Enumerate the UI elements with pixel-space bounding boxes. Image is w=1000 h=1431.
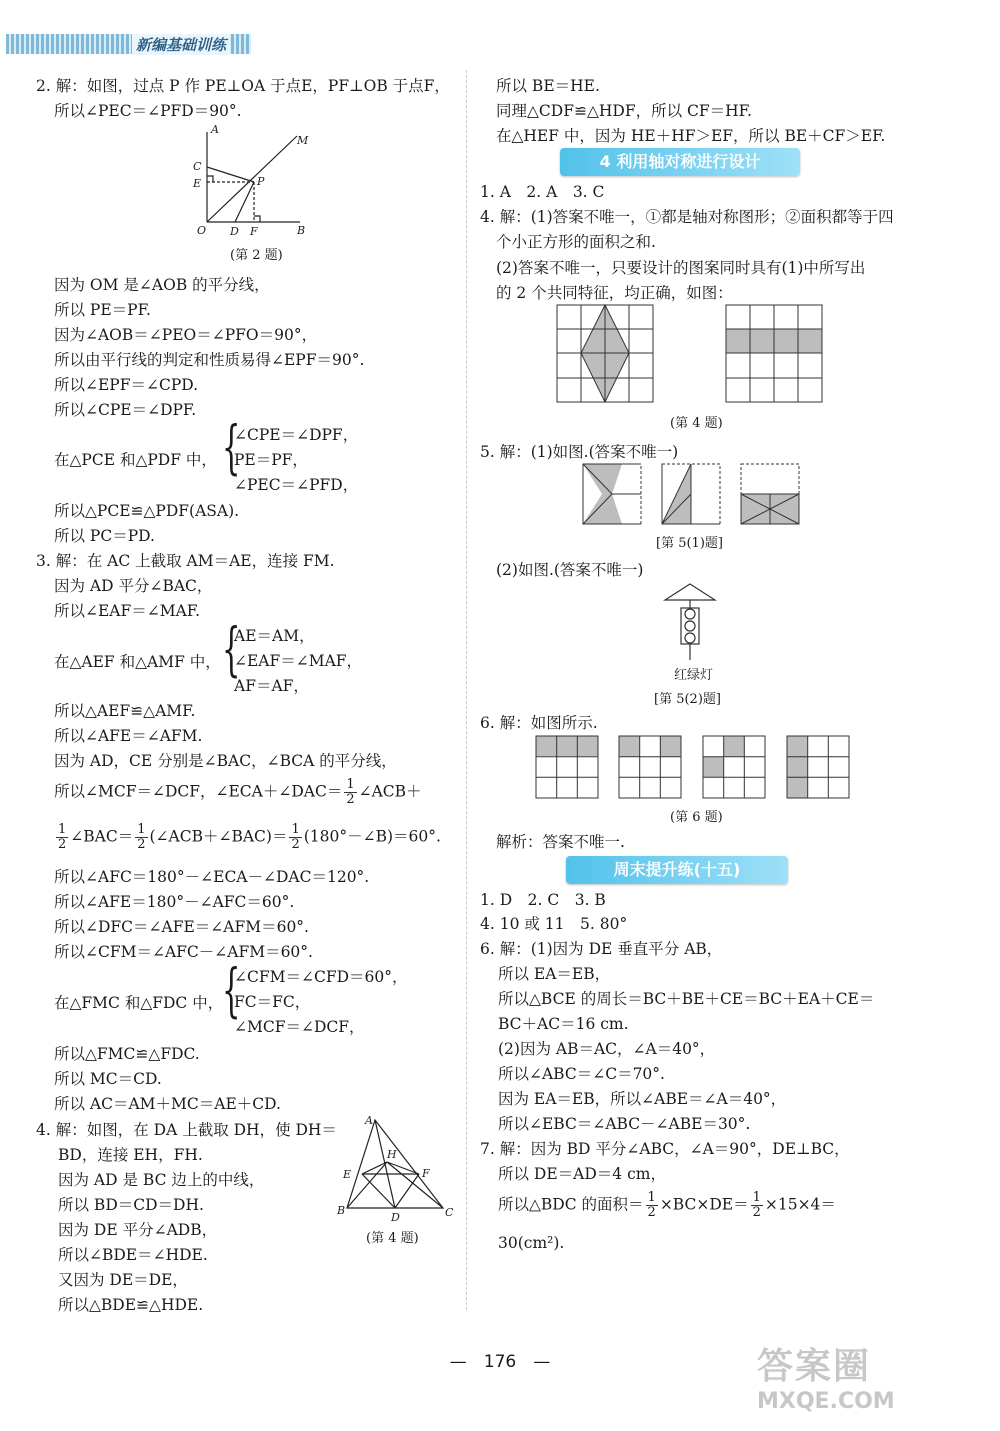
page-number: — 176 —: [449, 1352, 551, 1372]
fig2-label-f: F: [250, 225, 258, 238]
q6-grid-1: [536, 736, 598, 798]
fig4-triangle-abc: [347, 1120, 443, 1208]
fraction-half: $\frac{1}{2}$: [346, 777, 355, 807]
p3-system2-eq3: ∠MCF＝∠DCF，: [234, 1018, 365, 1036]
p2-line7: 所以∠EPF＝∠CPD.: [54, 376, 199, 394]
p3-line13: 所以△FMC≌△FDC.: [54, 1045, 200, 1063]
p4-line2: BD，连接 EH，FH.: [58, 1146, 203, 1164]
s6-line1: 6. 解：如图所示.: [480, 714, 598, 732]
p2-system-eq1: ∠CPE＝∠DPF，: [234, 426, 359, 444]
weekend-q6-line5: (2)因为 AB＝AC，∠A＝40°，: [498, 1040, 716, 1058]
fraction-half: $\frac{1}{2}$: [752, 1190, 761, 1220]
p2-system-brace: {: [222, 413, 241, 481]
s4-q4-line2: 个小正方形的面积之和.: [496, 233, 656, 251]
fig4-seg-hf: [387, 1162, 419, 1174]
p3-system-eq3: AF＝AF，: [234, 677, 309, 695]
section-title-4: 4 利用轴对称进行设计: [560, 148, 800, 176]
fig4-seg-eh: [362, 1162, 387, 1174]
fig2-label-o: O: [197, 224, 207, 237]
p3-system-eq1: AE＝AM，: [234, 627, 315, 645]
p2-line10: 所以 PC＝PD.: [54, 527, 155, 545]
fig2-label-p: P: [257, 175, 265, 188]
figure-4-caption-right: (第 4 题): [670, 416, 723, 431]
fig4-label-h: H: [387, 1148, 397, 1161]
p3-line8: [54, 823, 441, 852]
p2-system-eq3: ∠PEC＝∠PFD，: [234, 476, 359, 494]
fraction-half: $\frac{1}{2}$: [647, 1190, 656, 1220]
p3-system2-brace: {: [222, 956, 241, 1024]
p3-line7: [54, 778, 422, 807]
p3-system-prefix: 在△AEF 和△AMF 中，: [54, 653, 221, 671]
fig2-label-e: E: [193, 177, 202, 190]
q6-grids: [534, 734, 854, 800]
p3-line3: 所以∠EAF＝∠MAF.: [54, 602, 201, 620]
fig4-label-f: F: [422, 1167, 430, 1180]
p2-system-eq2: PE＝PF，: [234, 451, 308, 469]
p3-system2-prefix: 在△FMC 和△FDC 中，: [54, 994, 224, 1012]
p3-line9: 所以∠AFC＝180°－∠ECA－∠DAC＝120°.: [54, 868, 370, 886]
fig2-seg-dp: [235, 182, 254, 222]
weekend-q7-line1: 7. 解：因为 BD 平分∠ABC，∠A＝90°，DE⊥BC，: [480, 1140, 850, 1158]
fig4-label-b: B: [337, 1204, 346, 1217]
p4-line1: 4. 解：如图，在 DA 上截取 DH，使 DH＝: [36, 1121, 337, 1139]
s4-q4-line4: 的 2 个共同特征，均正确，如图：: [496, 284, 733, 302]
p3-line7-text-b: ∠ACB＋: [358, 782, 422, 801]
fraction-half: $\frac{1}{2}$: [291, 822, 300, 852]
p4-line5: 因为 DE 平分∠ADB，: [58, 1221, 218, 1239]
s5-line1: 5. 解：(1)如图.(答案不唯一): [480, 443, 679, 461]
weekend-q6-line3: 所以△BCE 的周长＝BC＋BE＋CE＝BC＋EA＋CE＝: [498, 990, 875, 1008]
traffic-light-box: [681, 608, 699, 644]
fig2-ray-om: [207, 136, 297, 222]
right-line1: 所以 BE＝HE.: [496, 77, 600, 95]
q5-design-1: [583, 464, 641, 524]
fraction-half: $\frac{1}{2}$: [58, 822, 67, 852]
weekend-q7-line2: 所以 DE＝AD＝4 cm，: [498, 1165, 666, 1183]
fig2-label-a: A: [211, 123, 219, 136]
header-title: 新编基础训练: [132, 34, 230, 55]
fig4-label-a: A: [365, 1114, 373, 1127]
right-line3: 在△HEF 中，因为 HE＋HF＞EF，所以 BE＋CF＞EF.: [496, 127, 886, 145]
q4-grid-diamond: [555, 303, 659, 405]
weekend-q6-line1: 6. 解：(1)因为 DE 垂直平分 AB，: [480, 940, 723, 958]
s4-answers-1-3: 1. A 2. A 3. C: [480, 183, 605, 201]
figure-5-2-caption: [第 5(2)题]: [654, 692, 721, 707]
p3-line10: 所以∠AFE＝180°－∠AFC＝60°.: [54, 893, 295, 911]
q5-1-designs: [582, 463, 802, 527]
q6-grid-2: [619, 736, 681, 798]
s6-analysis: 解析：答案不唯一.: [496, 833, 625, 851]
q4-grid-stripe: [724, 303, 828, 405]
weekend-q6-line8: 所以∠EBC＝∠ABC－∠ABE＝30°.: [498, 1115, 751, 1133]
p3-system2-eq1: ∠CFM＝∠CFD＝60°，: [234, 968, 408, 986]
p4-line4: 所以 BD＝CD＝DH.: [58, 1196, 204, 1214]
s5-line2: (2)如图.(答案不唯一): [496, 561, 644, 579]
figure-6-caption: (第 6 题): [670, 810, 723, 825]
traffic-light-label: 红绿灯: [674, 668, 714, 683]
p3-line7-text-a: 所以∠MCF＝∠DCF，∠ECA＋∠DAC＝: [54, 782, 343, 801]
q5-design-3: [741, 464, 799, 524]
weekend-answers-1-3: 1. D 2. C 3. B: [480, 891, 606, 909]
fig4-label-e: E: [343, 1168, 352, 1181]
p2-line6: 所以由平行线的判定和性质易得∠EPF＝90°.: [54, 351, 365, 369]
weekend-q6-line7: 因为 EA＝EB，所以∠ABE＝∠A＝40°，: [498, 1090, 787, 1108]
p3-line2: 因为 AD 平分∠BAC，: [54, 577, 213, 595]
p2-line5: 因为∠AOB＝∠PEO＝∠PFO＝90°，: [54, 326, 318, 344]
p3-line4: 所以△AEF≌△AMF.: [54, 702, 196, 720]
p2-line9: 所以△PCE≌△PDF(ASA).: [54, 502, 240, 520]
watermark-line1: 答案圈: [757, 1346, 872, 1387]
p4-line3: 因为 AD 是 BC 边上的中线，: [58, 1171, 265, 1189]
fig2-label-m: M: [297, 134, 309, 147]
p3-line12: 所以∠CFM＝∠AFC－∠AFM＝60°.: [54, 943, 313, 961]
fig4-seg-bh: [347, 1162, 387, 1208]
p3-line14: 所以 MC＝CD.: [54, 1070, 162, 1088]
p2-line1: 2. 解：如图，过点 P 作 PE⊥OA 于点E，PF⊥OB 于点F，: [36, 77, 450, 95]
p4-line8: 所以△BDE≌△HDE.: [58, 1296, 204, 1314]
p2-line4: 所以 PE＝PF.: [54, 301, 151, 319]
weekend-q6-line6: 所以∠ABC＝∠C＝70°.: [498, 1065, 665, 1083]
p2-line2: 所以∠PEC＝∠PFD＝90°.: [54, 102, 242, 120]
weekend-q6-line4: BC＋AC＝16 cm.: [498, 1015, 629, 1033]
q6-grid-4: [787, 736, 849, 798]
traffic-light-lamp-middle: [685, 621, 695, 631]
fig2-right-angle-e: [207, 176, 213, 182]
p3-line8-text-a: ∠BAC＝: [70, 827, 134, 846]
p3-line15: 所以 AC＝AM＋MC＝AE＋CD.: [54, 1095, 281, 1113]
p3-system-eq2: ∠EAF＝∠MAF，: [234, 652, 363, 670]
section-title-weekend: 周末提升练(十五): [566, 856, 788, 884]
q5-design-2: [662, 464, 720, 524]
figure-2-diagram: [190, 122, 315, 240]
traffic-light-lamp-bottom: [685, 633, 695, 643]
p4-line6: 所以∠BDE＝∠HDE.: [58, 1246, 208, 1264]
traffic-light-design: [660, 582, 720, 662]
fig4-label-c: C: [445, 1206, 454, 1219]
p3-system2-eq2: FC＝FC，: [234, 993, 311, 1011]
p3-line5: 所以∠AFE＝∠AFM.: [54, 727, 203, 745]
traffic-light-roof: [665, 584, 715, 600]
right-line2: 同理△CDF≌△HDF，所以 CF＝HF.: [496, 102, 752, 120]
p2-line8: 所以∠CPE＝∠DPF.: [54, 401, 197, 419]
figure-5-1-caption: [第 5(1)题]: [656, 536, 723, 551]
p3-system-brace: {: [222, 615, 241, 683]
s4-q4-line3: (2)答案不唯一，只要设计的图案同时具有(1)中所写出: [496, 259, 866, 277]
watermark-line2: MXQE.COM: [757, 1389, 895, 1414]
fraction-half: $\frac{1}{2}$: [137, 822, 146, 852]
fig4-seg-ed: [362, 1174, 395, 1208]
page-header: [0, 0, 1000, 62]
fig2-right-angle-f: [254, 216, 260, 222]
fig2-label-d: D: [230, 225, 239, 238]
fig2-label-b: B: [297, 224, 306, 237]
fig4-seg-hc: [387, 1162, 443, 1208]
p3-line8-text-c: (180°－∠B)＝60°.: [303, 827, 441, 846]
q6-grid-3: [703, 736, 765, 798]
p2-system-prefix: 在△PCE 和△PDF 中，: [54, 451, 217, 469]
fig2-label-c: C: [193, 160, 202, 173]
figure-4-diagram: [335, 1114, 460, 1224]
weekend-answers-4-5: 4. 10 或 11 5. 80°: [480, 915, 628, 933]
p3-line11: 所以∠DFC＝∠AFE＝∠AFM＝60°.: [54, 918, 309, 936]
p4-line7: 又因为 DE＝DE，: [58, 1271, 188, 1289]
p3-line6: 因为 AD，CE 分别是∠BAC，∠BCA 的平分线，: [54, 752, 397, 770]
p3-line1: 3. 解：在 AC 上截取 AM＝AE，连接 FM.: [36, 552, 335, 570]
watermark-logo: [757, 1338, 992, 1424]
weekend-q6-line2: 所以 EA＝EB，: [498, 965, 611, 983]
fig2-seg-cp: [207, 167, 254, 182]
p3-line8-text-b: (∠ACB＋∠BAC)＝: [149, 827, 288, 846]
figure-4-caption-left: (第 4 题): [366, 1231, 419, 1246]
s4-q4-line1: 4. 解：(1)答案不唯一，①都是轴对称图形；②面积都等于四: [480, 208, 894, 226]
column-divider: [466, 70, 467, 1310]
traffic-light-lamp-top: [685, 609, 695, 619]
p2-line3: 因为 OM 是∠AOB 的平分线，: [54, 276, 270, 294]
figure-2-caption: (第 2 题): [230, 248, 283, 263]
fig4-label-d: D: [391, 1211, 400, 1224]
weekend-q7-line3: 所以△BDC 的面积＝ $\frac{1}{2}$ ×BC×DE＝ $\frac{1}{2}$ ×15×4＝: [498, 1190, 836, 1220]
weekend-q7-line4: 30(cm²).: [498, 1234, 565, 1252]
